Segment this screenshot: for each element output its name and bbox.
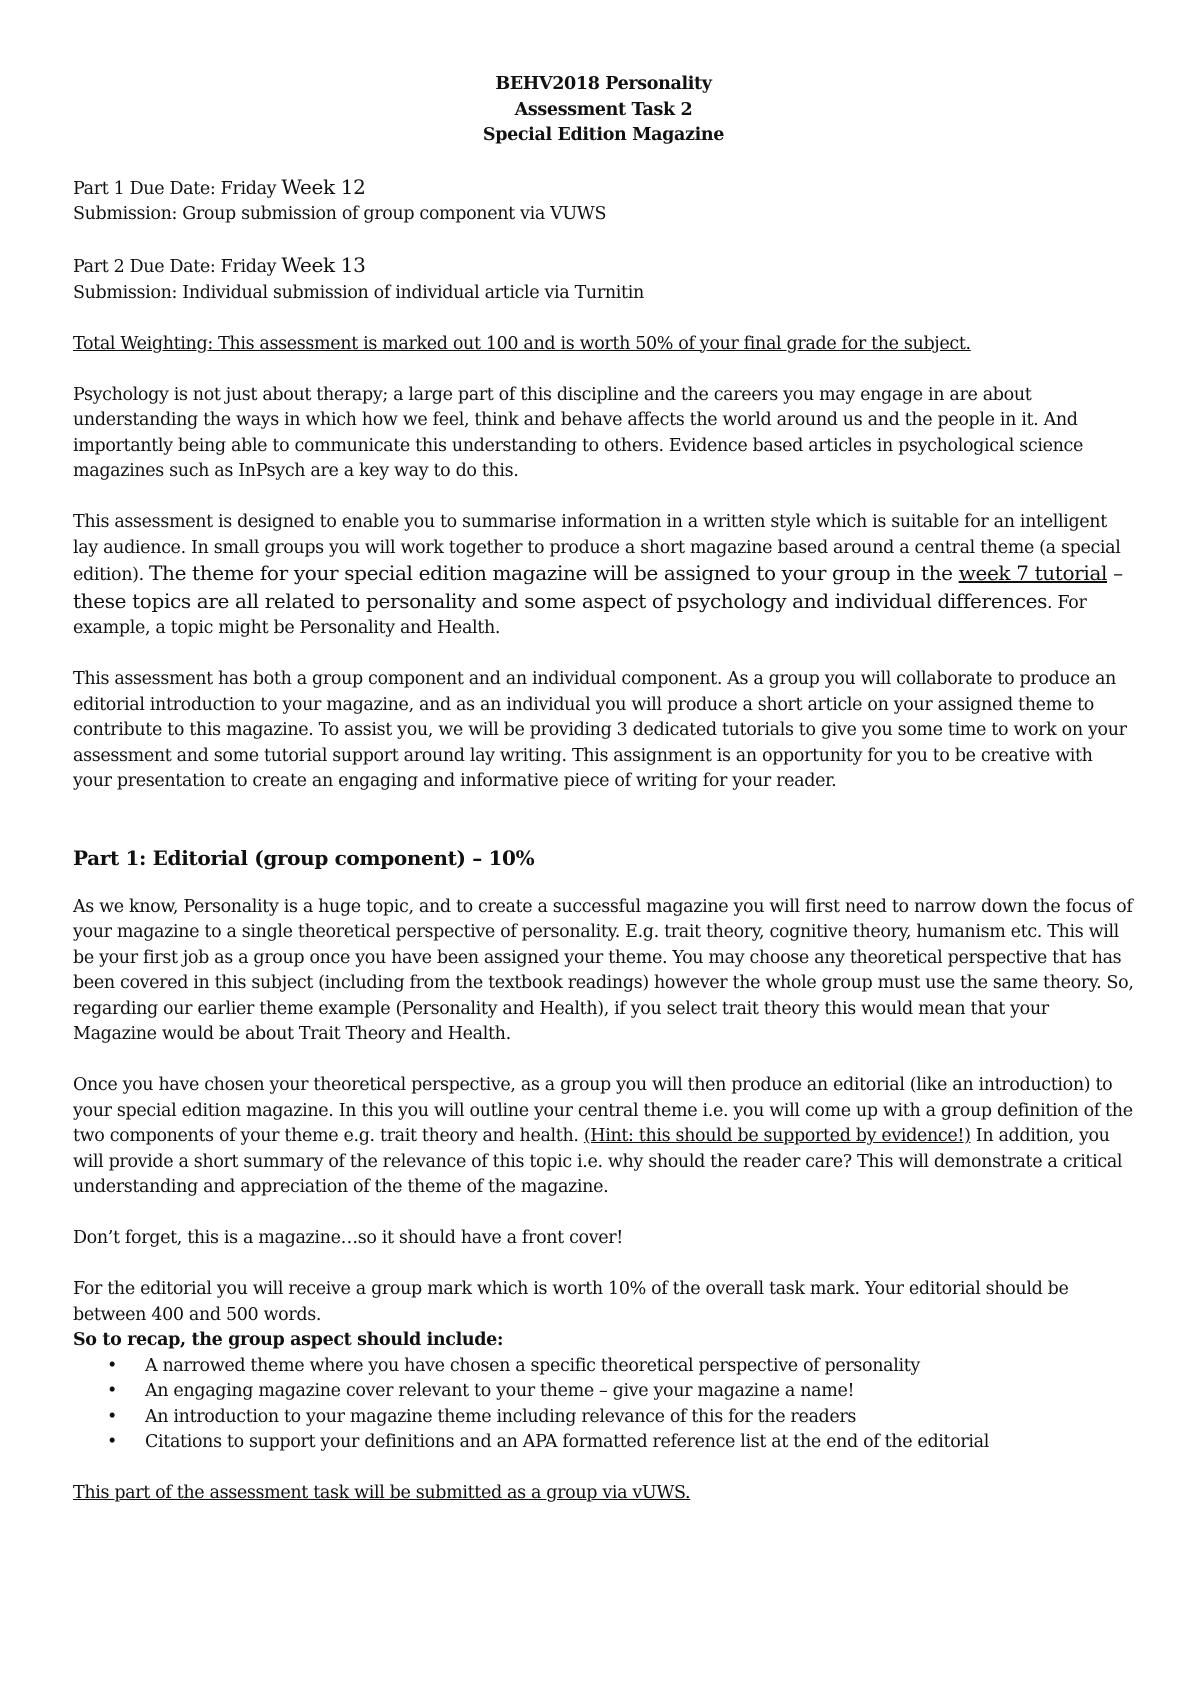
design-text-1: This assessment is designed to enable you to summarise information in a written style which is suitable for an intelligent lay audience. In small groups you will work together to produce a short magazine based around a central theme (a special edition). xyxy=(73,512,1121,585)
bullet-icon: • xyxy=(107,1406,117,1427)
recap-item-text: Citations to support your definitions and an APA formatted reference list at the end of the editorial xyxy=(145,1432,990,1452)
list-item xyxy=(107,1405,1134,1431)
part1-paragraph-1: As we know, Personality is a huge topic, and to create a successful magazine you will first need to narrow down the focus of your magazine to a single theoretical perspective of personality. E.g. trait theory, cognitive theory, humanism etc. This will be your first job as a group once you have been assigned your theme. You may choose any theoretical perspective that has been covered in this subject (including from the textbook readings) however the whole group must use the same theory. So, regarding our earlier theme example (Personality and Health), if you select trait theory this would mean that your Magazine would be about Trait Theory and Health. xyxy=(73,896,1134,1044)
part1-submission: Submission: Group submission of group component via VUWS xyxy=(73,204,607,224)
components-paragraph: This assessment has both a group component and an individual component. As a group you will collaborate to produce an editorial introduction to your magazine, and as an individual you will produce a short article on your assigned theme to contribute to this magazine. To assist you, we will be providing 3 dedicated tutorials to give you some time to work on your assessment and some tutorial support around lay writing. This assignment is an opportunity for you to be creative with your presentation to create an engaging and informative piece of writing for your reader. xyxy=(73,669,1127,791)
editorial-text-after: In addition, you will provide a short summary of the relevance of this topic i.e. why should the reader care? This will demonstrate a critical understanding and appreciation of the theme of the magazine. xyxy=(73,1126,1123,1197)
part1-paragraph-2 xyxy=(73,1073,1134,1201)
design-text-5: . For example, a topic might be Personality and Health. xyxy=(73,592,1087,638)
assessment-title: Assessment Task 2 xyxy=(514,99,693,120)
part2-due-week: Week 13 xyxy=(281,253,366,277)
evidence-hint: (Hint: this should be supported by evidence!) xyxy=(583,1126,971,1146)
intro-paragraph: Psychology is not just about therapy; a large part of this discipline and the careers you may engage in are about understanding the ways in which how we feel, think and behave affects the world around us and the people in it. And importantly being able to communicate this understanding to others. Evidence based articles in psychological science magazines such as InPsych are a key way to do this. xyxy=(73,384,1083,481)
editorial-text-before: Once you have chosen your theoretical perspective, as a group you will then produce an editorial (like an introduction) to your special edition magazine. In this you will outline your central theme i.e. you will come up with a group definition of the two components of your theme e.g. trait theory and health. xyxy=(73,1075,1133,1146)
part2-submission: Submission: Individual submission of individual article via Turnitin xyxy=(73,282,644,303)
document-header xyxy=(73,72,1134,149)
week7-tutorial: week 7 tutorial xyxy=(958,561,1108,585)
part2-due-label: Part 2 Due Date: Friday xyxy=(73,257,282,277)
part1-heading: Part 1: Editorial (group component) – 10% xyxy=(73,845,535,870)
design-text-2: The theme for your special edition magazine will be assigned to your group in the xyxy=(149,561,959,585)
design-paragraph xyxy=(73,510,1134,642)
recap-item-text: An introduction to your magazine theme including relevance of this for the readers xyxy=(145,1406,857,1427)
list-item xyxy=(107,1430,1134,1456)
list-item xyxy=(107,1379,1134,1405)
cover-note: Don’t forget, this is a magazine…so it should have a front cover! xyxy=(73,1228,623,1248)
design-text-4: – these topics are all related to personality and some aspect of psychology and individual differences xyxy=(73,561,1123,613)
bullet-icon: • xyxy=(107,1432,117,1452)
magazine-title: Special Edition Magazine xyxy=(482,125,725,145)
bullet-icon: • xyxy=(107,1381,117,1401)
mark-note: For the editorial you will receive a group mark which is worth 10% of the overall task mark. Your editorial should be between 400 and 500 words. xyxy=(73,1279,1069,1325)
course-title: BEHV2018 Personality xyxy=(495,74,712,94)
recap-item-text: An engaging magazine cover relevant to your theme – give your magazine a name! xyxy=(145,1381,855,1401)
submission-note: This part of the assessment task will be submitted as a group via vUWS. xyxy=(73,1483,691,1503)
list-item xyxy=(107,1354,1134,1380)
part1-due-block xyxy=(73,175,1134,228)
total-weighting: Total Weighting: This assessment is marked out 100 and is worth 50% of your final grade for the subject. xyxy=(73,333,971,354)
recap-item-text: A narrowed theme where you have chosen a specific theoretical perspective of personality xyxy=(145,1355,920,1376)
part1-due-week: Week 12 xyxy=(281,174,366,199)
part2-due-block xyxy=(73,253,1134,306)
part1-due-label: Part 1 Due Date: Friday xyxy=(73,178,282,199)
recap-title: So to recap, the group aspect should include: xyxy=(73,1330,504,1350)
bullet-icon: • xyxy=(107,1355,117,1376)
recap-list xyxy=(73,1354,1134,1456)
